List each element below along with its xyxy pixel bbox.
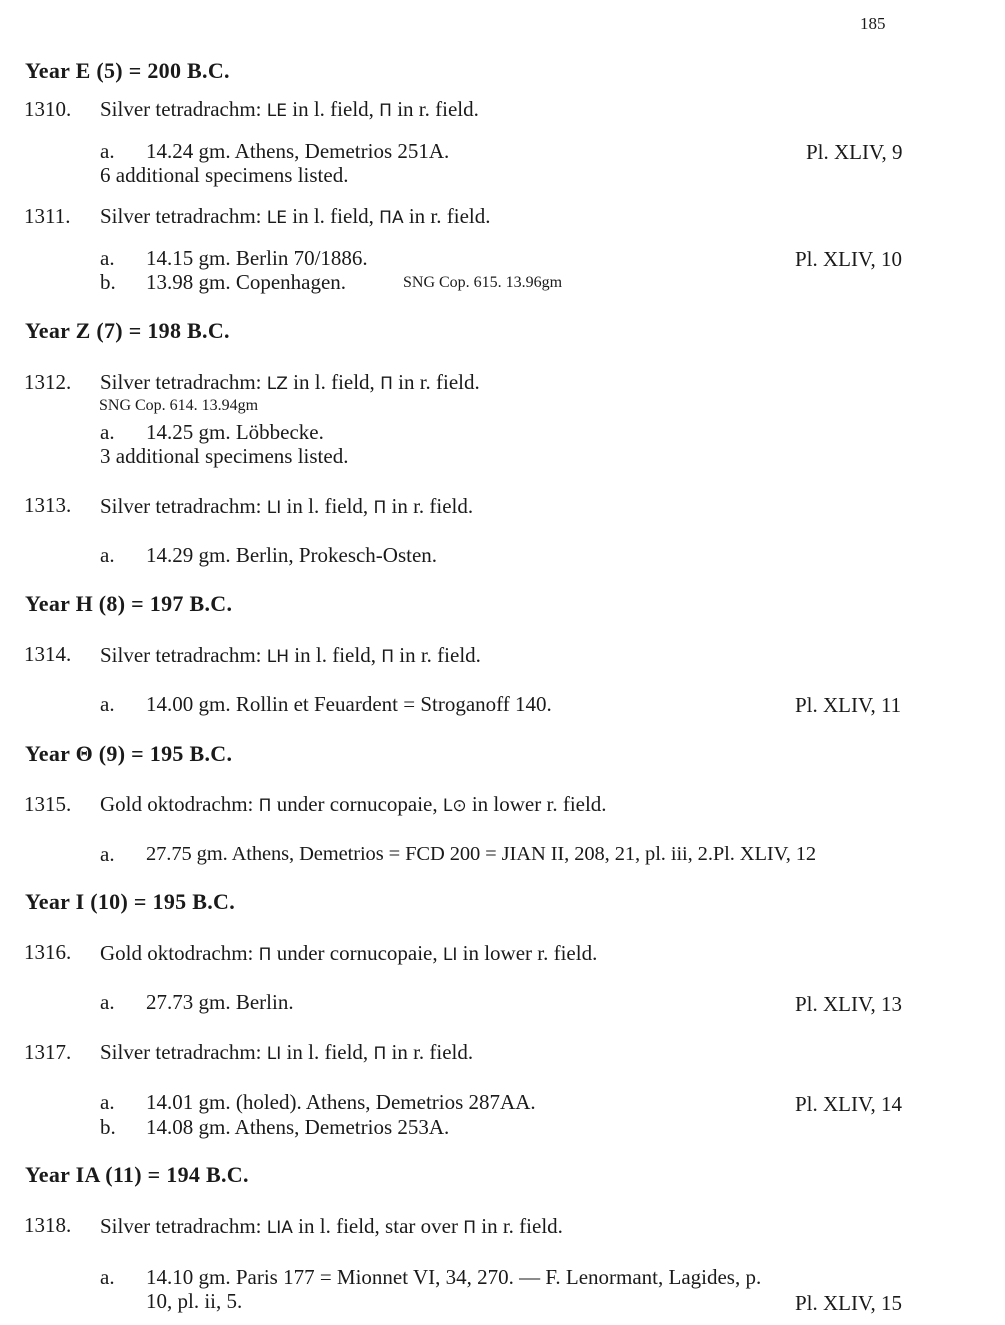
entry-description: Silver tetradrachm: LI in l. field, Π in r. field. <box>100 494 474 518</box>
entry-number: 1311. <box>24 204 71 228</box>
entry-number: 1317. <box>24 1040 72 1064</box>
page-number: 185 <box>860 14 886 33</box>
specimen-letter: a. <box>100 139 115 163</box>
additional-specimens: 6 additional specimens listed. <box>100 163 349 187</box>
specimen-letter: a. <box>100 543 115 567</box>
entry-description: Silver tetradrachm: LI in l. field, Π in r. field. <box>100 1040 474 1064</box>
entry-number: 1314. <box>24 642 72 666</box>
plate-reference: Pl. XLIV, 14 <box>795 1092 902 1116</box>
specimen-text-continued: 10, pl. ii, 5. <box>146 1289 243 1313</box>
specimen-text: 14.08 gm. Athens, Demetrios 253A. <box>146 1115 450 1139</box>
specimen-text: 14.15 gm. Berlin 70/1886. <box>146 246 368 270</box>
specimen-letter: b. <box>100 270 116 294</box>
entry-description: Gold oktodrachm: Π under cornucopaie, L⊙ in lower r. field. <box>100 792 607 816</box>
specimen-letter: a. <box>100 246 115 270</box>
entry-number: 1313. <box>24 493 72 517</box>
section-heading: Year H (8) = 197 B.C. <box>25 591 233 616</box>
entry-description: Silver tetradrachm: LH in l. field, Π in r. field. <box>100 643 481 667</box>
entry-number: 1310. <box>24 97 72 121</box>
entry-description: Silver tetradrachm: LE in l. field, Π in r. field. <box>100 97 479 121</box>
plate-reference: Pl. XLIV, 9 <box>806 140 903 164</box>
specimen-text: 14.25 gm. Löbbecke. <box>146 420 324 444</box>
entry-number: 1318. <box>24 1213 72 1237</box>
section-heading: Year Θ (9) = 195 B.C. <box>25 741 233 766</box>
plate-reference: Pl. XLIV, 11 <box>795 693 902 717</box>
section-heading: Year IA (11) = 194 B.C. <box>25 1162 249 1187</box>
entry-description: Silver tetradrachm: LIA in l. field, star over Π in r. field. <box>100 1214 563 1238</box>
section-heading: Year I (10) = 195 B.C. <box>25 889 235 914</box>
section-heading: Year E (5) = 200 B.C. <box>25 58 230 83</box>
specimen-text: 14.24 gm. Athens, Demetrios 251A. <box>146 139 450 163</box>
specimen-text: 14.10 gm. Paris 177 = Mionnet VI, 34, 270. — F. Lenormant, Lagides, p. <box>146 1265 762 1289</box>
specimen-letter: a. <box>100 1265 115 1289</box>
specimen-letter: a. <box>100 1090 115 1114</box>
specimen-text: 27.73 gm. Berlin. <box>146 990 294 1014</box>
reference-note: SNG Cop. 614. 13.94gm <box>99 397 259 414</box>
entry-number: 1312. <box>24 370 72 394</box>
specimen-letter: a. <box>100 692 115 716</box>
section-heading: Year Z (7) = 198 B.C. <box>25 318 230 343</box>
entry-description: Silver tetradrachm: LE in l. field, ΠA in r. field. <box>100 204 491 228</box>
specimen-letter: b. <box>100 1115 116 1139</box>
specimen-text: 14.29 gm. Berlin, Prokesch-Osten. <box>146 543 438 567</box>
specimen-text: 13.98 gm. Copenhagen. <box>146 270 347 294</box>
reference-note: SNG Cop. 615. 13.96gm <box>403 274 563 291</box>
plate-reference: Pl. XLIV, 13 <box>795 992 902 1016</box>
specimen-letter: a. <box>100 842 115 866</box>
entry-description: Silver tetradrachm: LZ in l. field, Π in r. field. <box>100 370 480 394</box>
plate-reference: Pl. XLIV, 15 <box>795 1291 902 1315</box>
plate-reference: Pl. XLIV, 10 <box>795 247 902 271</box>
entry-description: Gold oktodrachm: Π under cornucopaie, LI in lower r. field. <box>100 941 598 965</box>
entry-number: 1315. <box>24 792 72 816</box>
additional-specimens: 3 additional specimens listed. <box>100 444 349 468</box>
specimen-text: 14.00 gm. Rollin et Feuardent = Stroganoff 140. <box>146 692 552 716</box>
specimen-letter: a. <box>100 990 115 1014</box>
specimen-letter: a. <box>100 420 115 444</box>
specimen-text: 27.75 gm. Athens, Demetrios = FCD 200 = JIAN II, 208, 21, pl. iii, 2.Pl. XLIV, 12 <box>146 843 817 865</box>
entry-number: 1316. <box>24 940 72 964</box>
specimen-text: 14.01 gm. (holed). Athens, Demetrios 287AA. <box>146 1090 536 1114</box>
